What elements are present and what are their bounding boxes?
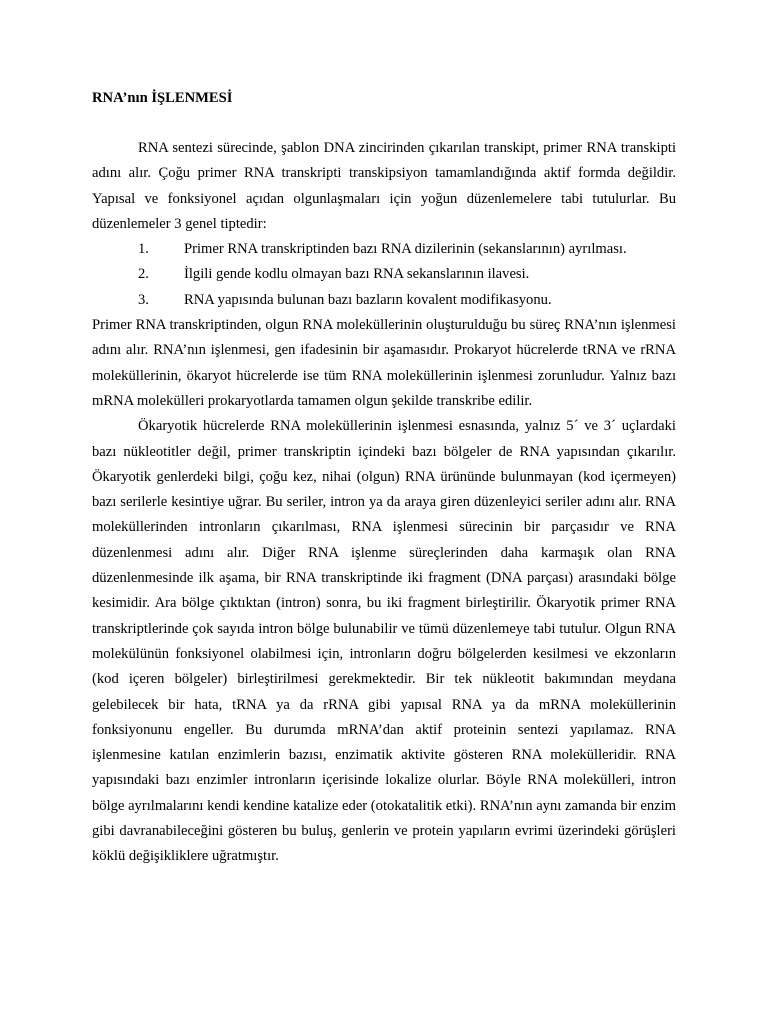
list-item — [92, 262, 676, 287]
list-item-text: İlgili gende kodlu olmayan bazı RNA sekanslarının ilavesi. — [184, 266, 530, 283]
document-body — [92, 86, 676, 870]
paragraph-eukaryotic: Ökaryotik hücrelerde RNA moleküllerinin işlenmesi esnasında, yalnız 5´ ve 3´ uçlardaki bazı nükleotitler değil, primer transkriptin içindeki bazı bölgeler de RNA yapısından çıkarılır. Ökaryotik genlerdeki bilgi, çoğu kez, nihai (olgun) RNA ürününde bulunmayan (kod içermeyen) bazı serilerle kesintiye uğrar. Bu seriler, intron ya da araya giren düzenleyici seriler adını alır. RNA moleküllerinden intronların çıkarılması, RNA işlenmesi sürecinin bir parçasıdır ve RNA düzenlenmesi adını alır. Diğer RNA işlenme süreçlerinden daha karmaşık olan RNA düzenlenmesinde ilk aşama, bir RNA transkriptinde iki fragment (DNA parçası) arasındaki bölge kesimidir. Ara bölge çıktıktan (intron) sonra, bu iki fragment birleştirilir. Ökaryotik primer RNA transkriptlerinde çok sayıda intron bölge bulunabilir ve tümü düzenlemeye tabi tutulur. Olgun RNA molekülünün fonksiyonel olabilmesi için, intronların doğru bölgelerden kesilmesi ve ekzonların (kod içeren bölgeler) birleştirilmesi gerekmektedir. Bir tek nükleotit bakımından meydana gelebilecek bir hata, tRNA ya da rRNA gibi yapısal RNA ya da mRNA moleküllerinin fonksiyonunu engeller. Bu durumda mRNA’dan aktif proteinin sentezi yapılamaz. RNA işlenmesine katılan enzimlerin bazısı, enzimatik aktivite gösteren RNA molekülleridir. RNA yapısındaki bazı enzimler intronların içerisinde lokalize olurlar. Böyle RNA molekülleri, intron bölge ayrılmalarını kendi kendine katalize eder (otokatalitik etki). RNA’nın aynı zamanda bir enzim gibi davranabileceğini gösteren bu buluş, genlerin ve protein yapıların evrimi üzerindeki görüşleri köklü değişikliklere uğratmıştır. — [92, 418, 676, 865]
paragraph-intro: RNA sentezi sürecinde, şablon DNA zincirinden çıkarılan transkipt, primer RNA transkipti adını alır. Çoğu primer RNA transkripti transkipsiyon tamamlandığında aktif formda değildir. Yapısal ve fonksiyonel açıdan olgunlaşmaları için yoğun düzenlemelere tabi tutulurlar. Bu düzenlemeler 3 genel tiptedir: — [92, 140, 676, 232]
list-item-number: 1. — [138, 241, 149, 258]
list-item-number: 2. — [138, 266, 149, 283]
list-item — [92, 237, 676, 262]
title-spacer — [92, 111, 676, 136]
list-item-number: 3. — [138, 291, 149, 308]
document-title: RNA’nın İŞLENMESİ — [92, 90, 233, 106]
list-item-text: Primer RNA transkriptinden bazı RNA dizilerinin (sekanslarının) ayrılması. — [184, 241, 627, 258]
list-item — [92, 288, 676, 313]
paragraph-definition: Primer RNA transkriptinden, olgun RNA moleküllerinin oluşturulduğu bu süreç RNA’nın işlenmesi adını alır. RNA’nın işlenmesi, gen ifadesinin bir aşamasıdır. Prokaryot hücrelerde tRNA ve rRNA moleküllerinin, ökaryot hücrelerde ise tüm RNA moleküllerinin işlenmesi zorunludur. Yalnız bazı mRNA molekülleri prokaryotlarda tamamen olgun şekilde transkribe edilir. — [92, 317, 676, 409]
processing-types-list — [92, 237, 676, 313]
list-item-text: RNA yapısında bulunan bazı bazların kovalent modifikasyonu. — [184, 291, 552, 308]
